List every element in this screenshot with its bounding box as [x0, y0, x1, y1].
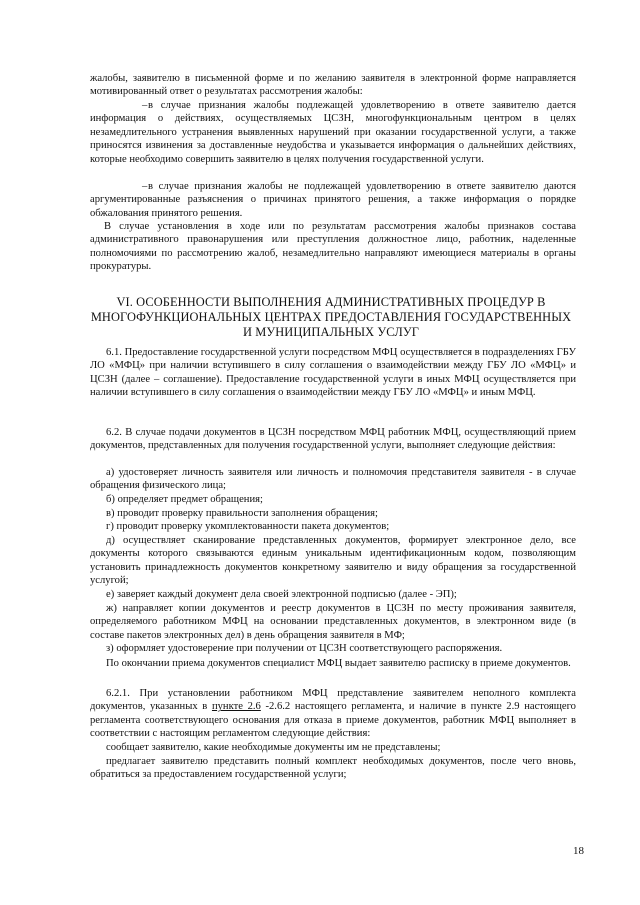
list-item-b: б) определяет предмет обращения; — [106, 494, 263, 505]
bullet-text: в случае признания жалобы не подлежащей удовлетворению в ответе заявителю даются аргументированные разъяснения о причинах принятого решения, а также информация о порядке обжалования принятого решения. — [90, 181, 576, 219]
section-heading: VI. ОСОБЕННОСТИ ВЫПОЛНЕНИЯ АДМИНИСТРАТИВНЫХ ПРОЦЕДУР В МНОГОФУНКЦИОНАЛЬНЫХ ЦЕНТРАХ ПРЕДОСТАВЛЕНИЯ ГОСУДАРСТВЕННЫХ И МУНИЦИПАЛЬНЫХ УСЛУГ — [90, 295, 572, 340]
action-item: предлагает заявителю представить полный комплект необходимых документов, после чего вновь, обратиться за предоставлением государственной услуги; — [90, 756, 576, 781]
bullet-complaint-satisfied — [90, 99, 576, 166]
paragraph-6-1: 6.1. Предоставление государственной услуги посредством МФЦ осуществляется в подразделениях ГБУ ЛО «МФЦ» при наличии вступившего в силу соглашения о взаимодействии между ГБУ ЛО «МФЦ» и ЦСЗН (далее – соглашение). Предоставление государственной услуги в иных МФЦ осуществляется при наличии вступившего в силу соглашения о взаимодействии между ГБУ ЛО «МФЦ» и иным МФЦ. — [90, 347, 576, 399]
paragraph-6-2-1 — [90, 687, 576, 741]
dash-marker: – — [142, 100, 148, 111]
list-item-d: д) осуществляет сканирование представленных документов, формирует электронное дело, все документы которого связываются единым уникальным идентификационным кодом, позволяющим установить принадлежность документов конкретному заявителю и виду обращения за государственной услугой; — [90, 535, 576, 587]
reference-link: пункте 2.6 — [211, 701, 261, 713]
page-number: 18 — [573, 845, 584, 857]
bullet-text: в случае признания жалобы подлежащей удовлетворению в ответе заявителю дается информация о действиях, осуществляемых ЦСЗН, многофункциональным центром в целях незамедлительного устранения выявленных нарушений при оказании государственной услуги, а также приносятся извинения за доставленные неудобства и указывается информация о дальнейших действиях, которые необходимо совершить заявителю в целях получения государственной услуги. — [90, 100, 576, 165]
action-item: сообщает заявителю, какие необходимые документы им не представлены; — [106, 742, 441, 753]
list-item-v: в) проводит проверку правильности заполнения обращения; — [106, 508, 378, 519]
list-item-z: з) оформляет удостоверение при получении от ЦСЗН соответствующего распоряжения. — [106, 643, 503, 654]
bullet-complaint-rejected — [90, 180, 576, 220]
list-item-g: г) проводит проверку укомплектованности пакета документов; — [106, 521, 390, 532]
paragraph-text: -2.6.2 настоящего регламента, и наличие в пункте 2.9 настоящего регламента соответствующего основания для отказа в приеме документов, работник МФЦ выполняет в соответствии с настоящим регламентом следующие действия: — [90, 701, 576, 740]
paragraph-6-2: 6.2. В случае подачи документов в ЦСЗН посредством МФЦ работник МФЦ, осуществляющий прием документов, представленных для получения государственной услуги, выполняет следующие действия: — [90, 427, 576, 452]
paragraph-prosecution: В случае установления в ходе или по результатам рассмотрения жалобы признаков состава административного правонарушения или преступления должностное лицо, работник, наделенные полномочиями по рассмотрению жалоб, незамедлительно направляют имеющиеся материалы в органы прокуратуры. — [90, 221, 576, 273]
list-item-a: а) удостоверяет личность заявителя или личность и полномочия представителя заявителя - в случае обращения физического лица; — [90, 467, 576, 492]
paragraph-text: 6.2.1. При установлении работником МФЦ представление заявителем неполного комплекта документов, указанных в — [90, 688, 576, 713]
dash-marker: – — [142, 181, 148, 192]
list-item-e: е) заверяет каждый документ дела своей электронной подписью (далее - ЭП); — [106, 589, 457, 600]
list-item-zh: ж) направляет копии документов и реестр документов в ЦСЗН по месту проживания заявителя, определяемого работником МФЦ на основании представленных документов, в электронном виде (в составе пакетов электронных дел) в день обращения заявителя в МФ; — [90, 603, 576, 641]
paragraph-receipt: По окончании приема документов специалист МФЦ выдает заявителю расписку в приеме документов. — [106, 658, 571, 669]
paragraph-complaint-response: жалобы, заявителю в письменной форме и по желанию заявителя в электронной форме направляется мотивированный ответ о результатах рассмотрения жалобы: — [90, 73, 576, 98]
